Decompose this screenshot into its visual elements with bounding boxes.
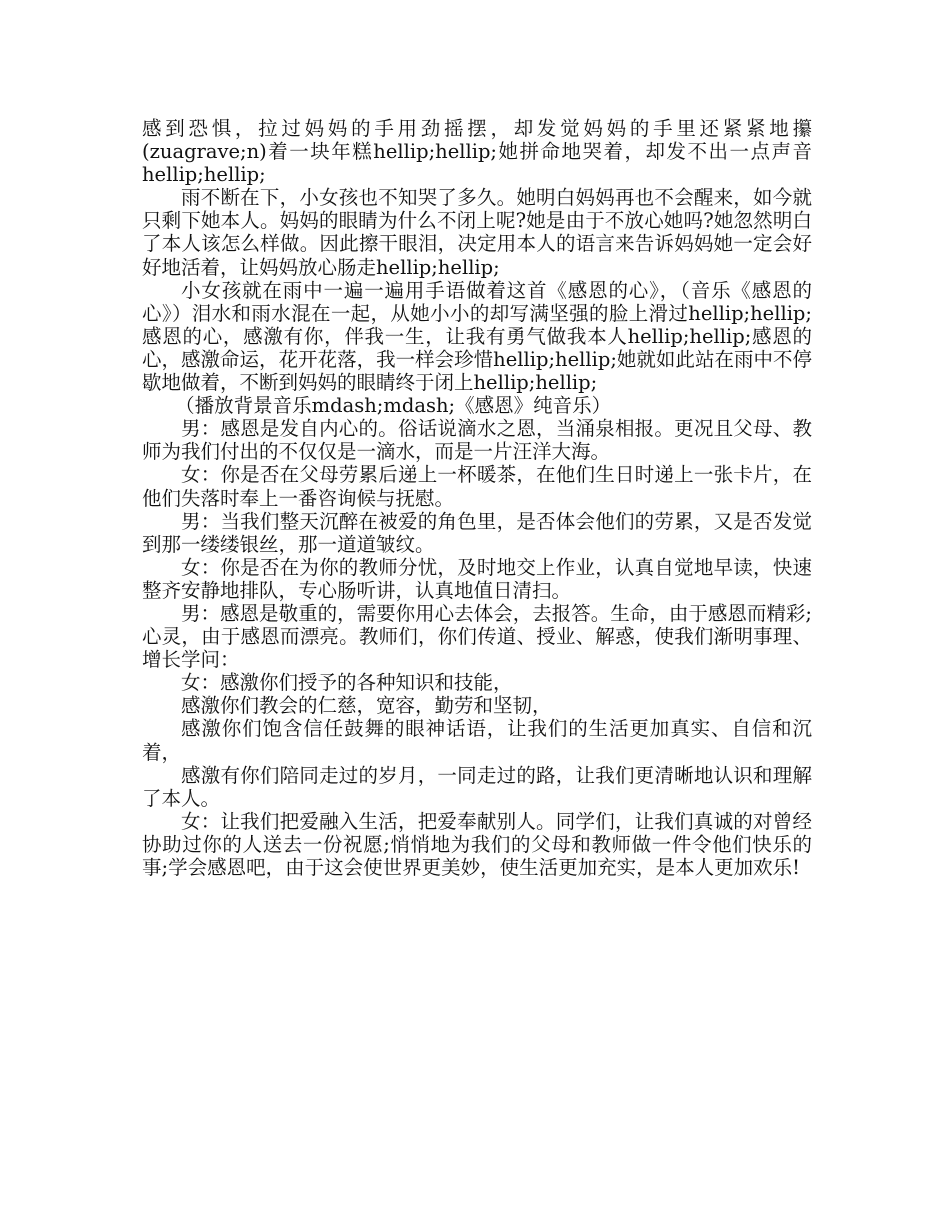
paragraph-9: 男：感恩是敬重的，需要你用心去体会，去报答。生命，由于感恩而精彩;心灵，由于感恩而漂亮。教师们，你们传道、授业、解惑，使我们渐明事理、增长学问： — [142, 601, 812, 672]
paragraph-8: 女：你是否在为你的教师分忧，及时地交上作业，认真自觉地早读，快速整齐安静地排队，专心肠听讲，认真地值日清扫。 — [142, 555, 812, 602]
paragraph-4: （播放背景音乐mdash;mdash;《感恩》纯音乐） — [175, 394, 612, 418]
paragraph-13: 感激有你们陪同走过的岁月，一同走过的路，让我们更清晰地认识和理解了本人。 — [142, 763, 812, 810]
paragraph-7: 男：当我们整天沉醉在被爱的角色里，是否体会他们的劳累，又是否发觉到那一缕缕银丝，那一道道皱纹。 — [142, 509, 812, 556]
paragraph-3: 小女孩就在雨中一遍一遍用手语做着这首《感恩的心》，（音乐《感恩的心》）泪水和雨水混在一起，从她小小的却写满坚强的脸上滑过hellip;hellip; 感恩的心，感激有你，伴我一生，让我有勇气做我本人hellip;hellip;感恩的心，感激命运，花开花落，我一样会珍惜hellip;hellip;她就如此站在雨中不停歇地做着，不断到妈妈的眼睛终于闭上hellip;hellip; — [142, 278, 812, 395]
paragraph-14: 女：让我们把爱融入生活，把爱奉献别人。同学们，让我们真诚的对曾经协助过你的人送去一份祝愿;悄悄地为我们的父母和教师做一件令他们快乐的事;学会感恩吧，由于这会使世界更美妙，使生活更加充实，是本人更加欢乐! — [142, 809, 812, 879]
paragraph-6: 女：你是否在父母劳累后递上一杯暖茶，在他们生日时递上一张卡片，在他们失落时奉上一番咨询候与抚慰。 — [142, 463, 812, 510]
paragraph-1: 感到恐惧，拉过妈妈的手用劲摇摆，却发觉妈妈的手里还紧紧地攥(zuagrave;n)着一块年糕hellip;hellip;她拼命地哭着，却发不出一点声音hellip;hellip; — [142, 117, 812, 187]
paragraph-11: 感激你们教会的仁慈，宽容，勤劳和坚韧， — [181, 694, 552, 718]
paragraph-2: 雨不断在下，小女孩也不知哭了多久。她明白妈妈再也不会醒来，如今就只剩下她本人。妈妈的眼睛为什么不闭上呢?她是由于不放心她吗?她忽然明白了本人该怎么样做。因此擦干眼泪，决定用本人的语言来告诉妈妈她一定会好好地活着，让妈妈放心肠走hellip;hellip; — [142, 186, 812, 279]
paragraph-10: 女：感激你们授予的各种知识和技能， — [181, 671, 513, 695]
document-body — [142, 117, 812, 879]
paragraph-12: 感激你们饱含信任鼓舞的眼神话语，让我们的生活更加真实、自信和沉着， — [142, 717, 812, 764]
paragraph-5: 男：感恩是发自内心的。俗话说滴水之恩，当涌泉相报。更况且父母、教师为我们付出的不仅仅是一滴水，而是一片汪洋大海。 — [142, 417, 812, 464]
